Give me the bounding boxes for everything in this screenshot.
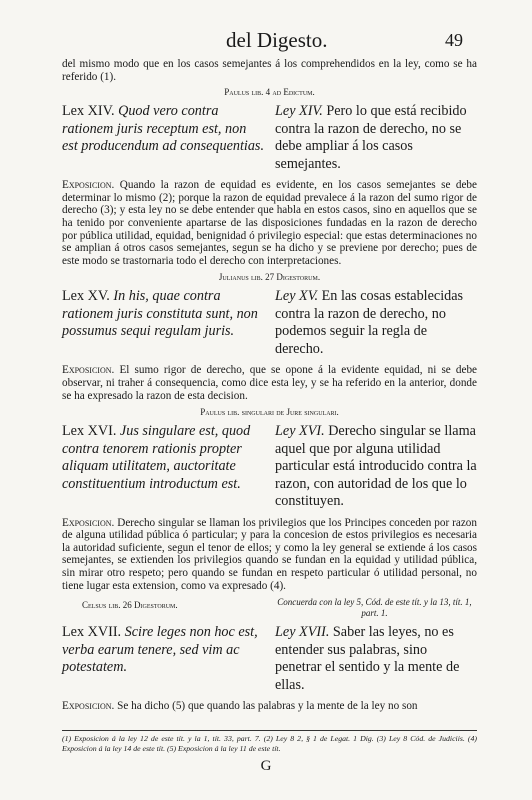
source-citation (62, 87, 477, 97)
intro-text: del mismo modo que en los casos semejantes á los comprehendidos en la ley, como se ha referido (1). (62, 58, 477, 83)
spanish-law-number: Ley XVI. (275, 423, 325, 440)
spanish-law-body: En las cosas establecidas contra la razon de derecho, no podemos seguir la regla de derecho. (275, 288, 464, 357)
latin-law-number: Lex XVII. (62, 624, 122, 641)
spanish-law-body: Saber las leyes, no es entender sus palabras, sino penetrar el sentido y la mente de ellas. (275, 624, 460, 693)
spanish-law-body: Pero lo que está recibido contra la razon de derecho, no se debe ampliar á los casos semejantes. (275, 103, 467, 172)
exposicion-label: Exposicion. (62, 700, 115, 713)
latin-text (62, 288, 264, 358)
exposicion-paragraph (62, 517, 477, 593)
page-content (62, 58, 477, 718)
latin-text (62, 103, 264, 173)
spanish-text (275, 624, 477, 694)
latin-law-body: Jus singulare est, quod contra tenorem rationis propter aliquam utilitatem, auctoritate constituentium introductum est. (62, 423, 251, 492)
exposicion-body: Quando la razon de equidad es evidente, en los casos semejantes se debe determinar lo mismo (2); porque la razon de equidad prevalece á la razon del sumo rigor de derecho (3); y esta ley no se debe entender que habla en estos casos, sino en aquellos que se ha tenido por conveniente apartarse de las disposiciones fundadas en la razon de derecho por pública utilidad, equidad, benignidad ó privilegio especial: que estas determinaciones no se amplian á otros casos semejantes, segun se ha dicho y se previene por derecho; pues de este modo se trastornaria todo el derecho con interpretaciones. (62, 179, 477, 267)
law-xv (62, 288, 477, 358)
source-citation (62, 272, 477, 282)
exposicion-paragraph (62, 364, 477, 402)
exposicion-label: Exposicion. (62, 364, 115, 377)
spanish-text (275, 288, 477, 358)
latin-text (62, 423, 264, 511)
running-title: del Digesto. (226, 28, 328, 52)
latin-law-number: Lex XV. (62, 288, 110, 305)
page-header (0, 28, 532, 58)
spanish-law-number: Ley XV. (275, 288, 319, 305)
source-text: Julianus lib. 27 Digestorum. (218, 272, 321, 283)
spanish-law-number: Ley XIV. (275, 103, 323, 120)
footnote-text: (1) Exposicion á la ley 12 de este tít. y la 1, tít. 33, part. 7. (2) Ley 8 2, § 1 de Legat. 1 Dig. (3) Ley 8 Cód. de Judiciis. (4) Exposicion á la ley 14 de este tít. (5) Exposicion á la ley 11 de este tít. (62, 734, 477, 753)
latin-law-body: Quod vero contra rationem juris receptum est, non est producendum ad consequentias. (62, 103, 265, 155)
law-xvii (62, 624, 477, 694)
page-number: 49 (445, 30, 463, 50)
source-text: Paulus lib. 4 ad Edictum. (224, 87, 315, 98)
latin-law-body: Scire leges non hoc est, verba earum tenere, sed vim ac potestatem. (62, 624, 258, 676)
exposicion-body: Se ha dicho (5) que quando las palabras y la mente de la ley no son (117, 700, 418, 713)
source-citation (62, 597, 262, 610)
exposicion-body: Derecho singular se llaman los privilegios que los Principes conceden por razon de alguna utilidad pública ó particular; y para la concesion de estos privilegios es necesaria la autoridad suficiente, segun el tenor de ellos; y como la ley general se extiende á los casos semejantes, se extienden los privilegios quando se fundan en la equidad y utilidad pública, sin mirar otro respeto; pero quando se fundan en respeto particular ó utilidad personal, no tiene lugar esta extension, como va expresado (4). (62, 516, 477, 592)
latin-law-body: In his, quae contra rationem juris constituta sunt, non possumus sequi regulam juris. (62, 288, 258, 340)
spanish-law-number: Ley XVII. (275, 624, 330, 641)
spanish-text (275, 103, 477, 173)
source-and-concordance (62, 597, 477, 618)
law-xiv (62, 103, 477, 173)
exposicion-label: Exposicion. (62, 179, 115, 192)
concordance-note: Concuerda con la ley 5, Cód. de este tít. y la 13, tít. 1, part. 1. (277, 597, 472, 618)
spanish-law-body: Derecho singular se llama aquel que por alguna utilidad particular está introducido contra la razon, con autoridad de los que lo constituyen. (275, 423, 477, 510)
exposicion-paragraph (62, 179, 477, 267)
exposicion-body: El sumo rigor de derecho, que se opone á la evidente equidad, ni se debe observar, ni traher á consequencia, como dice esta ley, y se ha referido en la anterior, donde se ha expresado la razon de esta decision. (62, 364, 478, 402)
footnotes (62, 730, 477, 754)
source-text: Paulus lib. singulari de Jure singulari. (200, 407, 339, 418)
signature-mark: G (260, 758, 272, 774)
spanish-text (275, 423, 477, 511)
exposicion-paragraph (62, 700, 477, 713)
exposicion-label: Exposicion. (62, 516, 115, 529)
latin-text (62, 624, 264, 694)
latin-law-number: Lex XVI. (62, 423, 117, 440)
latin-law-number: Lex XIV. (62, 103, 115, 120)
source-text: Celsus lib. 26 Digestorum. (82, 600, 178, 611)
source-citation (62, 407, 477, 417)
law-xvi (62, 423, 477, 511)
